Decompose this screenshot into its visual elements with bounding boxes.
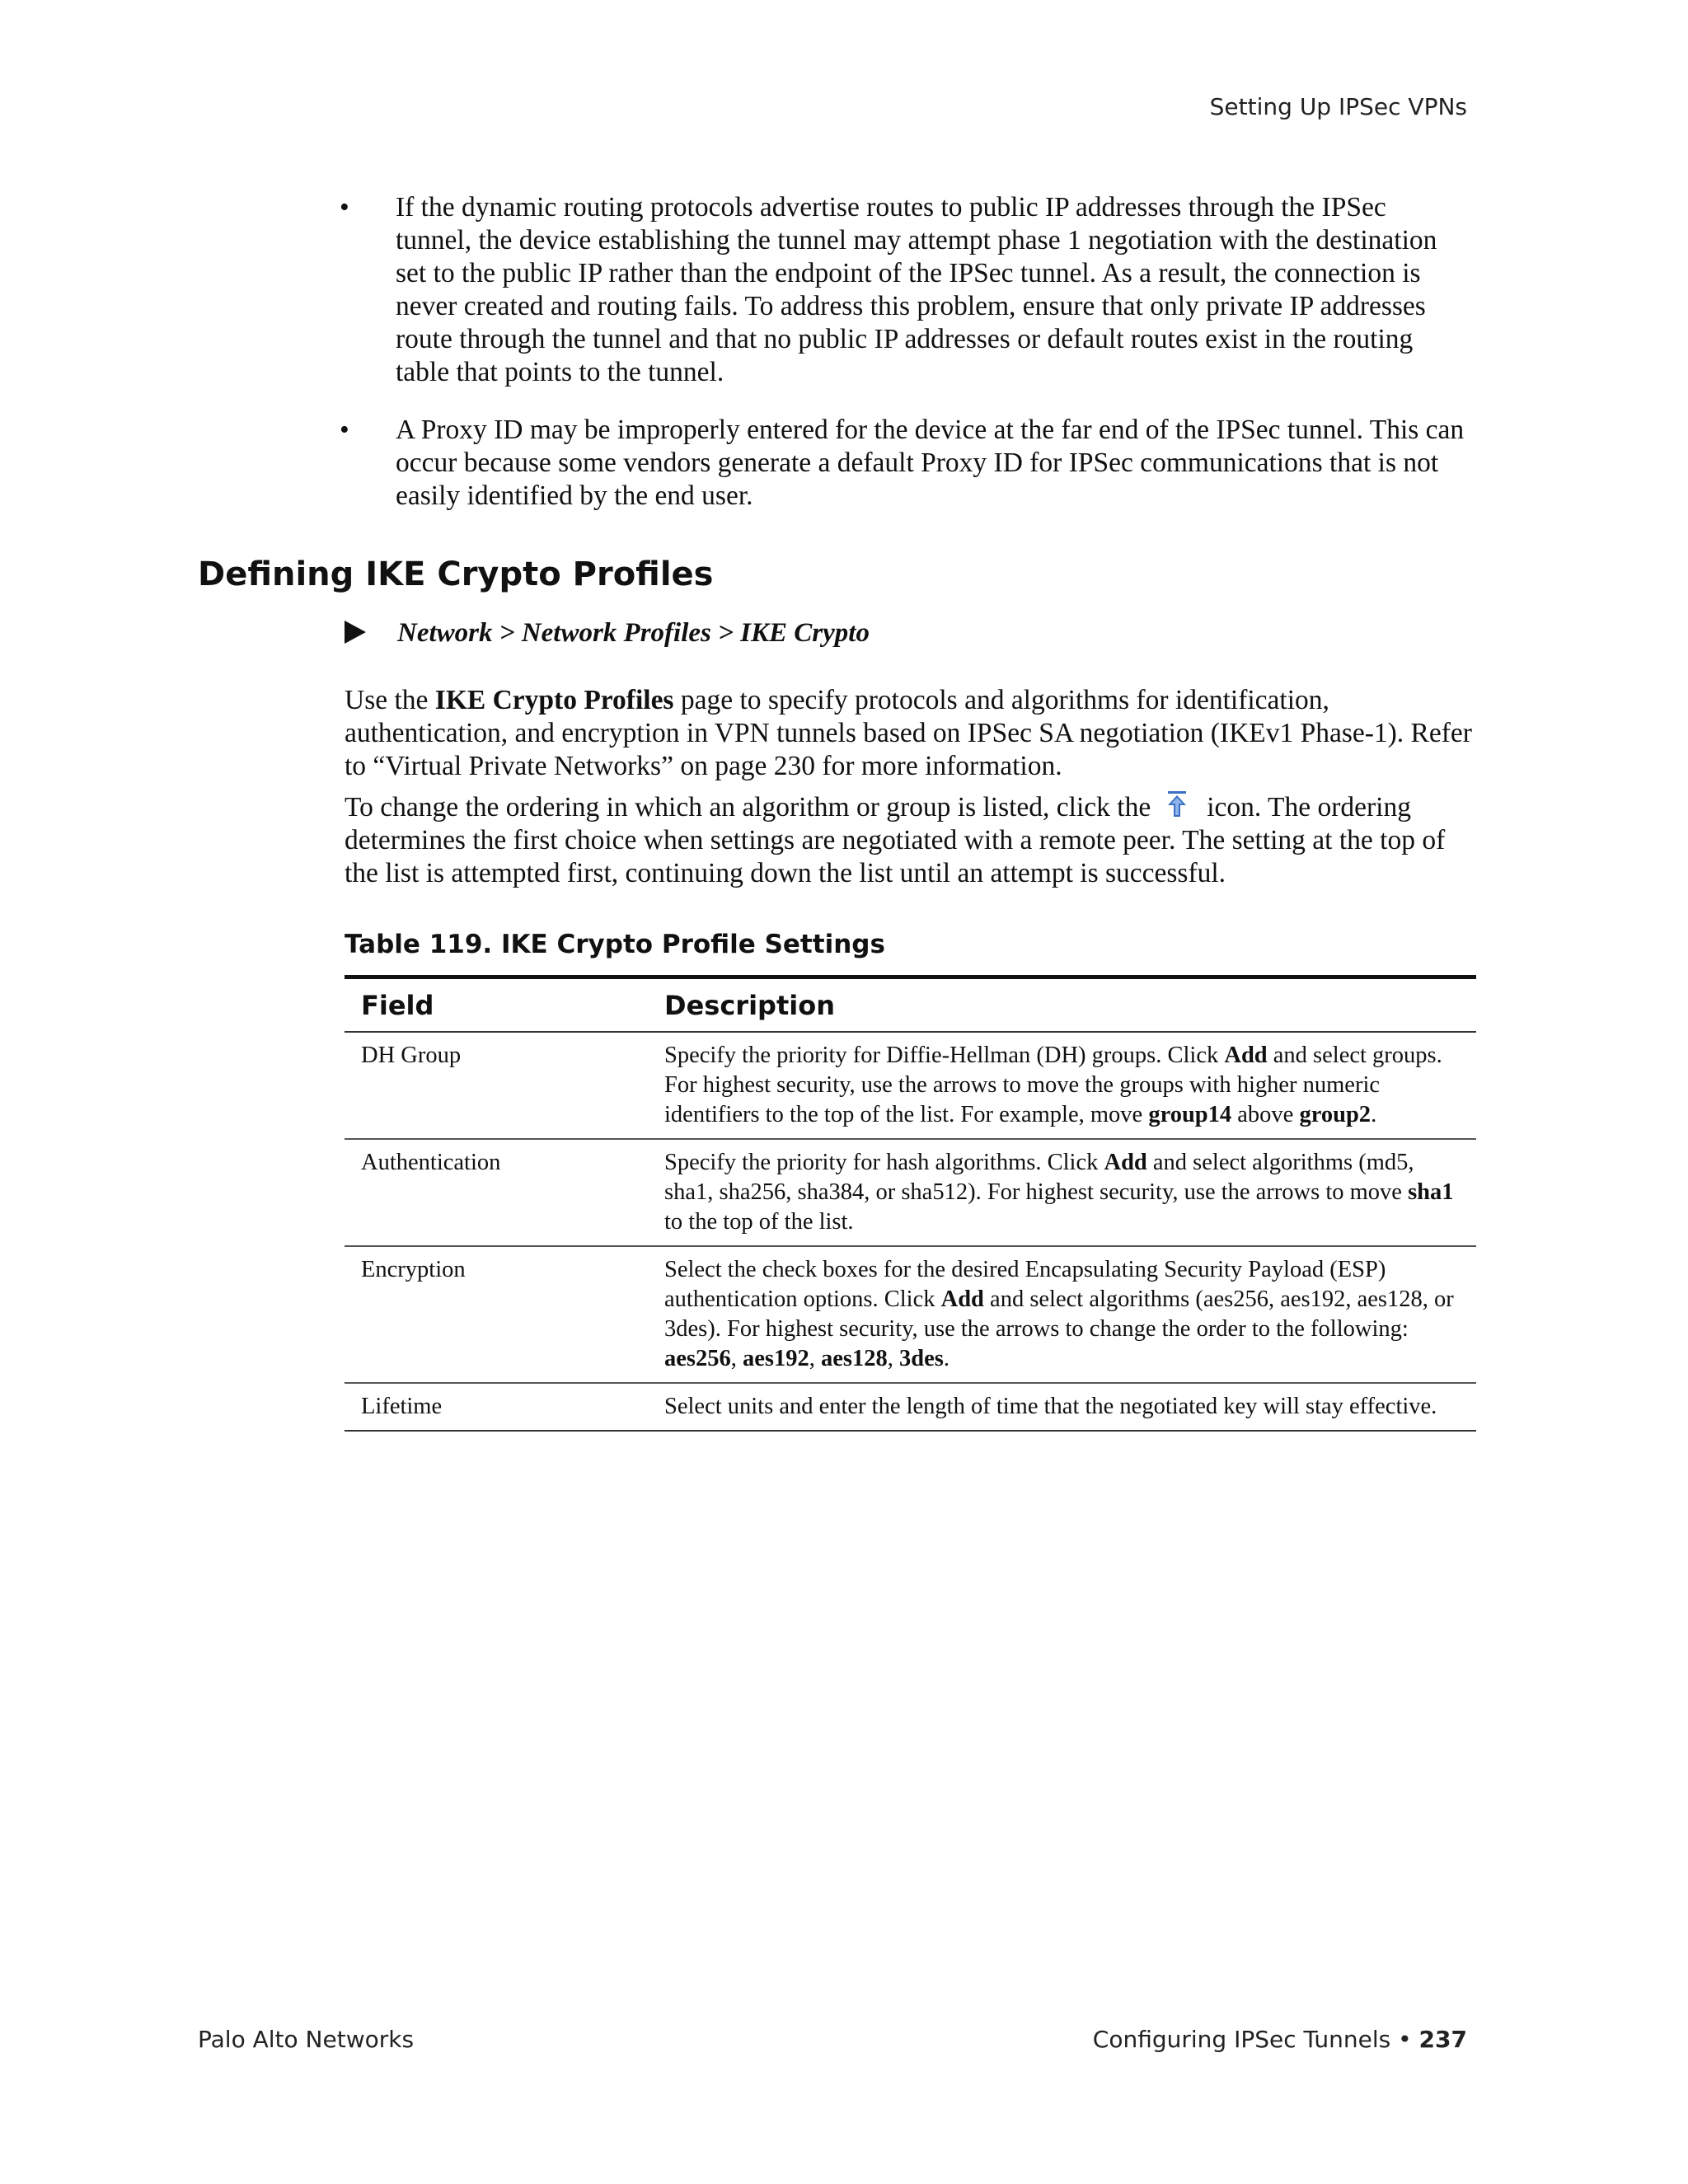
description-cell: [648, 1032, 1476, 1139]
bold-term: aes128: [821, 1346, 888, 1371]
text-run: To change the ordering in which an algorithm or group is listed, click the: [345, 792, 1151, 823]
text-run: .: [943, 1346, 950, 1371]
list-item: [340, 191, 1469, 389]
text-run: Specify the priority for Diffie-Hellman (DH) groups. Click: [664, 1043, 1225, 1068]
triangle-right-icon: [345, 621, 366, 644]
bold-term: IKE Crypto Profiles: [434, 685, 674, 715]
table-caption: Table 119. IKE Crypto Profile Settings: [345, 930, 885, 959]
navigation-path: [345, 618, 870, 649]
bullet-dot: •: [340, 415, 349, 445]
table-header-row: [345, 977, 1476, 1033]
footer-company: Palo Alto Networks: [198, 2026, 415, 2053]
text-run: Specify the priority for hash algorithms. Click: [664, 1150, 1104, 1175]
text-run: and select algorithms (aes256, aes192, aes128, or 3des). For highest security, use the arrows to change the order to the following:: [664, 1286, 1454, 1342]
section-heading: Defining IKE Crypto Profiles: [198, 555, 714, 593]
bold-term: sha1: [1408, 1179, 1454, 1205]
text-run: Select the check boxes for the desired Encapsulating Security Payload (ESP) authentication options. Click: [664, 1257, 1386, 1312]
bold-term: group2: [1299, 1102, 1372, 1127]
description-cell: [648, 1246, 1476, 1383]
field-cell: Encryption: [345, 1246, 648, 1383]
table-row: [345, 1032, 1476, 1139]
bold-term: Add: [940, 1286, 984, 1312]
running-header: Setting Up IPSec VPNs: [1209, 93, 1467, 120]
intro-paragraph: [345, 791, 1474, 890]
bullet-text: A Proxy ID may be improperly entered for the device at the far end of the IPSec tunnel. This can occur because some vendors generate a default Proxy ID for IPSec communications that is not easily identified by the end user.: [396, 415, 1465, 511]
text-run: ,: [809, 1346, 821, 1371]
bold-term: 3des: [899, 1346, 944, 1371]
header-description: Description: [648, 977, 1476, 1033]
intro-text: [345, 684, 1474, 898]
text-run: ,: [887, 1346, 899, 1371]
header-field: Field: [345, 977, 648, 1033]
table-row: [345, 1383, 1476, 1431]
page-number: 237: [1418, 2026, 1467, 2053]
bullet-list: [340, 191, 1469, 537]
intro-paragraph: [345, 684, 1474, 783]
bold-term: Add: [1224, 1043, 1268, 1068]
list-item: [340, 414, 1469, 513]
field-cell: Lifetime: [345, 1383, 648, 1431]
bullet-dot: •: [340, 192, 349, 223]
field-cell: DH Group: [345, 1032, 648, 1139]
settings-table: [345, 975, 1476, 1432]
text-run: ,: [730, 1346, 743, 1371]
footer-chapter: [1093, 2026, 1467, 2053]
footer-chapter-title: Configuring IPSec Tunnels: [1092, 2026, 1391, 2053]
table-row: [345, 1139, 1476, 1246]
text-run: icon. The ordering determines the first choice when settings are negotiated with a remote peer. The setting at the top of the list is attempted first, continuing down the list until an attempt is successful.: [345, 792, 1446, 888]
nav-path-text: Network > Network Profiles > IKE Crypto: [397, 618, 870, 648]
text-run: and select groups. For highest security, use the arrows to move the groups with higher numeric identifiers to the top of the list. For example, move: [664, 1043, 1442, 1127]
bold-term: group14: [1148, 1102, 1232, 1127]
text-run: and select algorithms (md5, sha1, sha256, sha384, or sha512). For highest security, use the arrows to move: [664, 1150, 1414, 1205]
text-run: to the top of the list.: [664, 1209, 854, 1235]
bold-term: aes256: [664, 1346, 731, 1371]
bold-term: aes192: [743, 1346, 809, 1371]
description-cell: [648, 1139, 1476, 1246]
text-run: above: [1231, 1102, 1300, 1127]
description-cell: [648, 1383, 1476, 1431]
table-row: [345, 1246, 1476, 1383]
field-cell: Authentication: [345, 1139, 648, 1246]
text-run: .: [1371, 1102, 1377, 1127]
bold-term: Add: [1104, 1150, 1147, 1175]
footer-separator: •: [1390, 2026, 1419, 2053]
move-up-arrow-icon: [1165, 790, 1189, 818]
bullet-text: If the dynamic routing protocols advertise routes to public IP addresses through the IPSec tunnel, the device establishing the tunnel may attempt phase 1 negotiation with the destination set to the public IP rather than the endpoint of the IPSec tunnel. As a result, the connection is never created and routing fails. To address this problem, ensure that only private IP addresses route through the tunnel and that no public IP addresses or default routes exist in the routing table that points to the tunnel.: [396, 192, 1437, 387]
text-run: Use the: [345, 685, 435, 715]
text-run: Select units and enter the length of time that the negotiated key will stay effective.: [664, 1394, 1437, 1419]
text-run: page to specify protocols and algorithms for identification, authentication, and encryption in VPN tunnels based on IPSec SA negotiation (IKEv1 Phase-1). Refer to “Virtual Private Networks” on page 230 for more information.: [345, 685, 1472, 781]
